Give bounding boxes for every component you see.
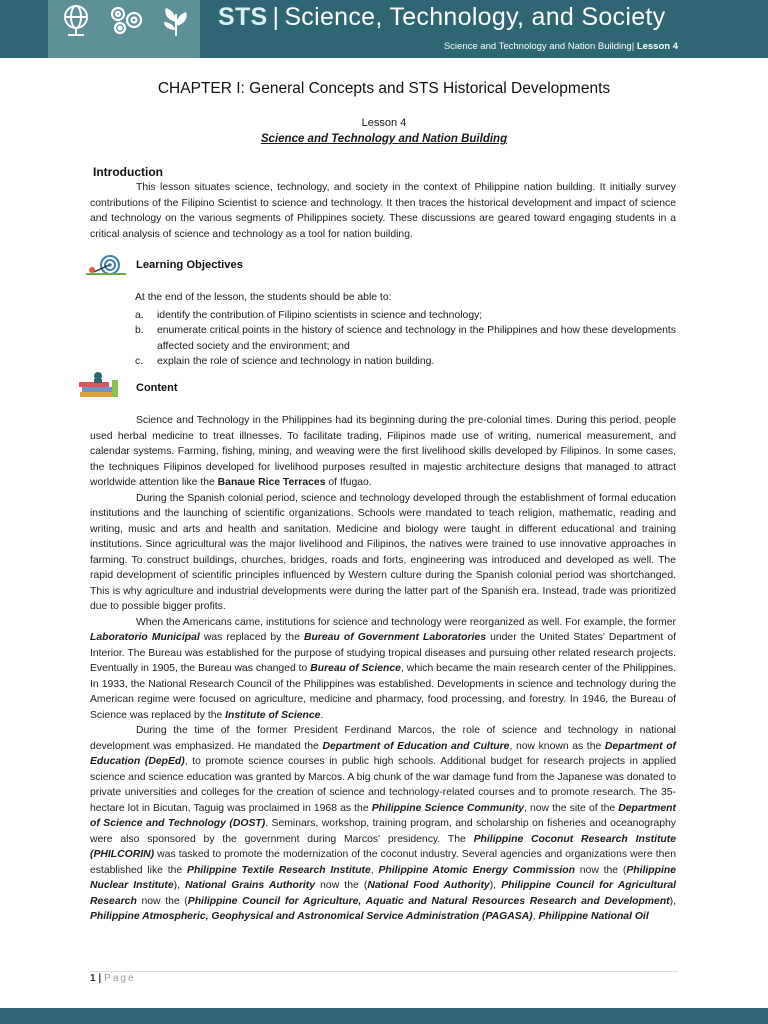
objectives-intro: At the end of the lesson, the students should be able to: [135,292,392,303]
logo [48,0,200,58]
objectives-list [135,290,676,370]
objectives-heading: Learning Objectives [136,259,243,271]
content-paragraph-4: During the time of the former President Ferdinand Marcos, the role of science and technology in national development was emphasized. He mandated the Department of Education and Culture, now known as the Department of Education (DepEd), to promote science courses in public high schools. Additional budget for research projects in applied science and science education was granted by Marcos. A big chunk of the war damage fund from the Japanese was donated to private universities and colleges for the creation of science and technology-related courses and to promote research. The 35-hectare lot in Bicutan, Taguig was proclaimed in 1968 as the Philippine Science Community, now the site of the Department of Science and Technology (DOST). Seminars, workshop, training program, and scholarship on fisheries and oceanography were also sponsored by the government during Marcos' presidency. The Philippine Coconut Research Institute (PHILCORIN) was tasked to promote the modernization of the coconut industry. Several agencies and organizations were then established like the Philippine Textile Research Institute, Philippine Atomic Energy Commission now the (Philippine Nuclear Institute), National Grains Authority now the (National Food Authority), Philippine Council for Agricultural Research now the (Philippine Council for Agriculture, Aquatic and Natural Resources Research and Development), Philippine Atmospheric, Geophysical and Astronomical Service Administration (PAGASA), Philippine National Oil [90,725,677,922]
header-sts: STS [218,3,268,31]
page-number: 1 | Page [90,973,136,984]
list-item: a. identify the contribution of Filipino scientists in science and technology; [135,309,483,321]
content-body [90,413,676,925]
lesson-number: Lesson 4 [361,117,407,129]
header-title-text: Science, Technology, and Society [284,3,666,31]
target-icon [84,254,128,278]
content-paragraph-2: During the Spanish colonial period, science and technology developed through the establishment of formal education institutions and the launching of scientific organizations. Schools were mandated to teach religion, mathematic, reading and writing, music and arts and health and sanitation. Medicine and biology were taught in different educational and training institutions. Since agricultural was the major livelihood and Filipinos, the natives were trained to use innovative approaches in farming. To construct buildings, churches, bridges, roads and forts, engineering was introduced and developed as well. The rapid development of scientific principles influenced by Western culture during the Spanish colonial period was shortchanged. This is why agriculture and industrial developments were during the latter part of the Spanish era. Instead, trade was prioritized due to possible bigger profits. [90,492,676,612]
plant-icon [164,8,187,36]
books-icon [76,370,122,402]
introduction-text: This lesson situates science, technology, and society in the context of Philippine nation building. It initially survey contributions of the Filipino Scientist to science and technology. It then traces the historical development and impact of science and technology on the various segments of Philippines society. These discussions are geared toward engaging students in a critical analysis of science and technology as a tool for nation building. [90,182,676,240]
footer-band [0,1008,768,1024]
footer-divider [90,971,678,972]
lesson-title: Science and Technology and Nation Building [260,133,508,145]
header-subtitle: Science and Technology and Nation Building| Lesson 4 [443,41,678,52]
header-title: STS | Science, Technology, and Society [218,3,666,31]
header-banner [0,0,768,58]
content-paragraph-3: When the Americans came, institutions for science and technology were reorganized as well. For example, the former Laboratorio Municipal was replaced by the Bureau of Government Laboratories under the United States' Department of Interior. The Bureau was established for the purpose of studying tropical diseases and pursuing other related research projects. Eventually in 1905, the Bureau was changed to Bureau of Science, which became the main research center of the Philippines. In 1933, the National Research Council of the Philippines was established. Developments in science and technology during the American regime were focused on agriculture, medicine and pharmacy, food processing, and forestry. In 1946, the Bureau of Science was replaced by the Institute of Science. [90,616,676,721]
introduction-heading: Introduction [93,165,163,179]
globe-icon [65,6,87,35]
gears-icon [112,8,141,33]
list-item: c. explain the role of science and technology in nation building. [135,356,435,367]
list-item: b. enumerate critical points in the history of science and technology in the Philippines and how these developments affected society and the environment; and [135,325,676,352]
content-heading: Content [136,382,178,394]
chapter-title: CHAPTER I: General Concepts and STS Historical Developments [157,80,611,97]
content-paragraph-1: Science and Technology in the Philippines had its beginning during the pre-colonial times. During this period, people used herbal medicine to treat illnesses. To facilitate trading, Filipinos made use of writing, numerical measurement, and calendar systems. Farming, fishing, mining, and weaving were the first livelihood skills developed by Filipinos. In some cases, the techniques Filipinos developed for livelihood purposes resulted in majestic architecture designs that managed to attract worldwide attention like the Banaue Rice Terraces of Ifugao. [90,415,676,488]
